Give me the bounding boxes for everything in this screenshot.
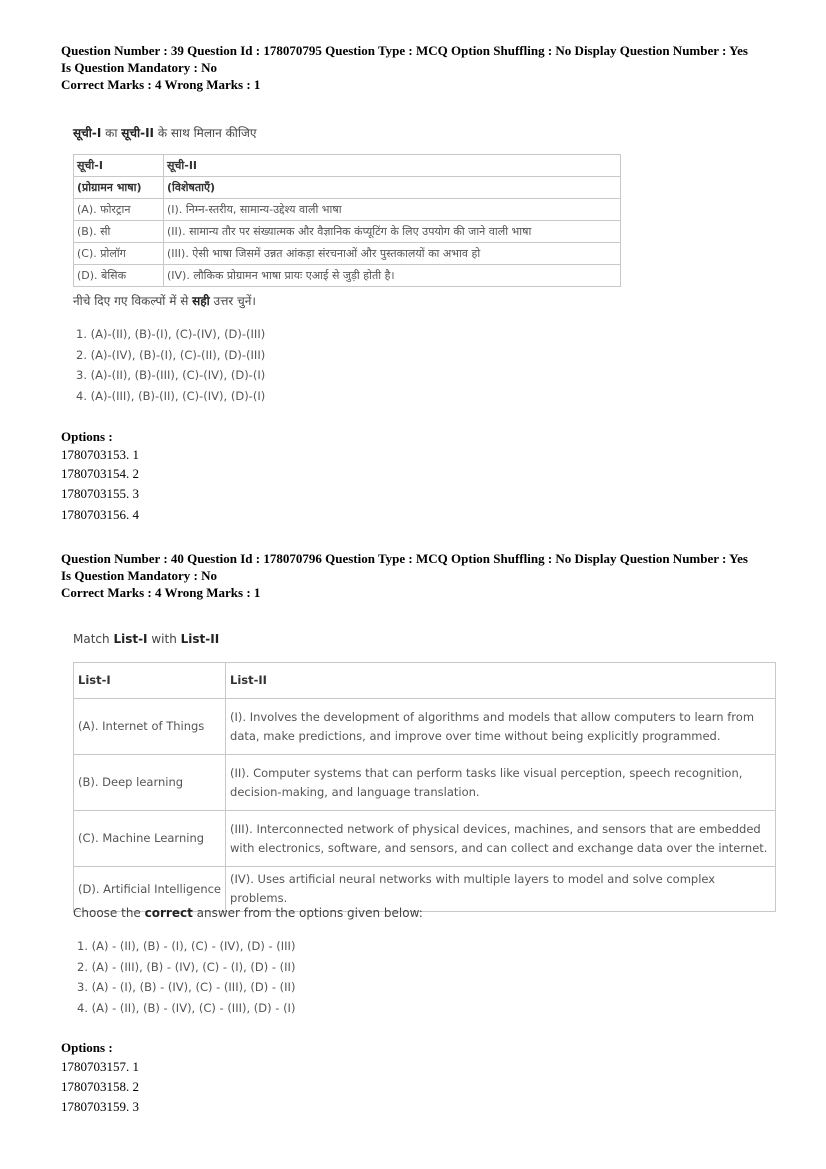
- q40-col1-head: List-I: [74, 663, 226, 699]
- q39-option-1: 1780703153. 1: [61, 447, 139, 462]
- q40-row-c-right: (III). Interconnected network of physical devices, machines, and sensors that are embedded with electronics, software, and sensors, and can collect and exchange data over the internet.: [226, 811, 776, 867]
- table-row: [74, 699, 776, 755]
- q40-intro: [73, 632, 219, 646]
- q40-option-2: 1780703158. 2: [61, 1079, 139, 1094]
- list-item: 4. (A) - (II), (B) - (IV), (C) - (III), (D) - (I): [77, 1000, 296, 1015]
- list-item: 3. (A)-(II), (B)-(III), (C)-(IV), (D)-(I): [76, 368, 266, 382]
- q39-col1-head: सूची-I: [74, 155, 164, 177]
- table-row: [74, 199, 621, 221]
- q40-row-d-left: (D). Artificial Intelligence: [74, 867, 226, 912]
- q40-choose-bold: correct: [144, 906, 193, 920]
- q40-choices: [77, 936, 295, 1018]
- q40-row-b-right: (II). Computer systems that can perform tasks like visual perception, speech recognition, decision-making, and language translation.: [226, 755, 776, 811]
- q40-intro-list2: List-II: [180, 632, 220, 646]
- q39-choose-text: [73, 292, 256, 309]
- table-row: [74, 811, 776, 867]
- q40-match-table: [73, 662, 776, 912]
- q39-row-d-left: (D). बेसिक: [74, 265, 164, 287]
- q40-row-a-left: (A). Internet of Things: [74, 699, 226, 755]
- table-row: [74, 177, 621, 199]
- q40-header-line2: Is Question Mandatory : No: [61, 568, 218, 583]
- q39-choices: [76, 324, 265, 406]
- q39-row-d-right: (IV). लौकिक प्रोग्रामन भाषा प्रायः एआई से जुड़ी होती है।: [164, 265, 621, 287]
- q39-col2-head: सूची-II: [164, 155, 621, 177]
- q40-row-a-right: (I). Involves the development of algorithms and models that allow computers to learn from data, make predictions, and improve over time without being explicitly programmed.: [226, 699, 776, 755]
- list-item: 1. (A) - (II), (B) - (I), (C) - (IV), (D) - (III): [77, 939, 296, 953]
- q40-choose-text: [73, 906, 423, 920]
- q39-match-table: [73, 154, 621, 287]
- table-row: [74, 221, 621, 243]
- q40-intro-prefix: Match: [73, 632, 114, 646]
- table-row: [74, 155, 621, 177]
- table-row: [74, 867, 776, 912]
- q39-option-3: 1780703155. 3: [61, 486, 139, 501]
- q39-options-label: Options :: [61, 429, 113, 444]
- q39-row-c-left: (C). प्रोलॉग: [74, 243, 164, 265]
- q39-intro-mid: का: [101, 126, 122, 140]
- list-item: 4. (A)-(III), (B)-(II), (C)-(IV), (D)-(I): [76, 388, 266, 403]
- table-row: [74, 755, 776, 811]
- list-item: 3. (A) - (I), (B) - (IV), (C) - (III), (D) - (II): [77, 980, 296, 994]
- q40-header-line1: Question Number : 40 Question Id : 178070796 Question Type : MCQ Option Shuffling : No Display Question Number : Yes: [61, 551, 748, 566]
- q39-option-4: 1780703156. 4: [61, 507, 139, 522]
- q40-intro-list1: List-I: [113, 632, 148, 646]
- table-row: [74, 663, 776, 699]
- q39-header-line2: Is Question Mandatory : No: [61, 60, 218, 75]
- q40-col2-head: List-II: [226, 663, 776, 699]
- q39-row-b-left: (B). सी: [74, 221, 164, 243]
- q39-col1-sub: (प्रोग्रामन भाषा): [74, 177, 164, 199]
- q39-intro-list2: सूची-II: [121, 126, 155, 140]
- q39-col2-sub: (विशेषताएँ): [164, 177, 621, 199]
- q39-choose-prefix: नीचे दिए गए विकल्पों में से: [73, 294, 193, 308]
- q39-intro-suffix: के साथ मिलान कीजिए: [154, 126, 257, 140]
- q40-choose-suffix: answer from the options given below:: [192, 906, 423, 920]
- list-item: 2. (A)-(IV), (B)-(I), (C)-(II), (D)-(III): [76, 347, 266, 362]
- table-row: [74, 243, 621, 265]
- q40-row-b-left: (B). Deep learning: [74, 755, 226, 811]
- q39-row-a-right: (I). निम्न-स्तरीय, सामान्य-उद्देश्य वाली भाषा: [164, 199, 621, 221]
- q39-header-line3: Correct Marks : 4 Wrong Marks : 1: [61, 77, 261, 92]
- q40-row-d-right: (IV). Uses artificial neural networks with multiple layers to model and solve complex problems.: [226, 867, 776, 912]
- q40-choose-prefix: Choose the: [73, 906, 145, 920]
- q40-intro-mid: with: [147, 632, 181, 646]
- q40-option-3: 1780703159. 3: [61, 1099, 139, 1114]
- q39-row-c-right: (III). ऐसी भाषा जिसमें उन्नत आंकड़ा संरचनाओं और पुस्तकालयों का अभाव हो: [164, 243, 621, 265]
- q39-row-a-left: (A). फोरट्रान: [74, 199, 164, 221]
- q39-intro: [73, 124, 257, 141]
- q39-option-2: 1780703154. 2: [61, 466, 139, 481]
- q39-choose-bold: सही: [192, 294, 210, 308]
- q39-header-line1: Question Number : 39 Question Id : 178070795 Question Type : MCQ Option Shuffling : No Display Question Number : Yes: [61, 43, 748, 58]
- q40-row-c-left: (C). Machine Learning: [74, 811, 226, 867]
- q40-option-1: 1780703157. 1: [61, 1059, 139, 1074]
- list-item: 1. (A)-(II), (B)-(I), (C)-(IV), (D)-(III): [76, 327, 266, 341]
- q39-row-b-right: (II). सामान्य तौर पर संख्यात्मक और वैज्ञानिक कंप्यूटिंग के लिए उपयोग की जाने वाली भाषा: [164, 221, 621, 243]
- q40-header-line3: Correct Marks : 4 Wrong Marks : 1: [61, 585, 261, 600]
- q39-intro-list1: सूची-I: [73, 126, 102, 140]
- table-row: [74, 265, 621, 287]
- q40-options-label: Options :: [61, 1040, 113, 1055]
- list-item: 2. (A) - (III), (B) - (IV), (C) - (I), (D) - (II): [77, 959, 296, 974]
- q39-choose-suffix: उत्तर चुनें।: [209, 294, 256, 308]
